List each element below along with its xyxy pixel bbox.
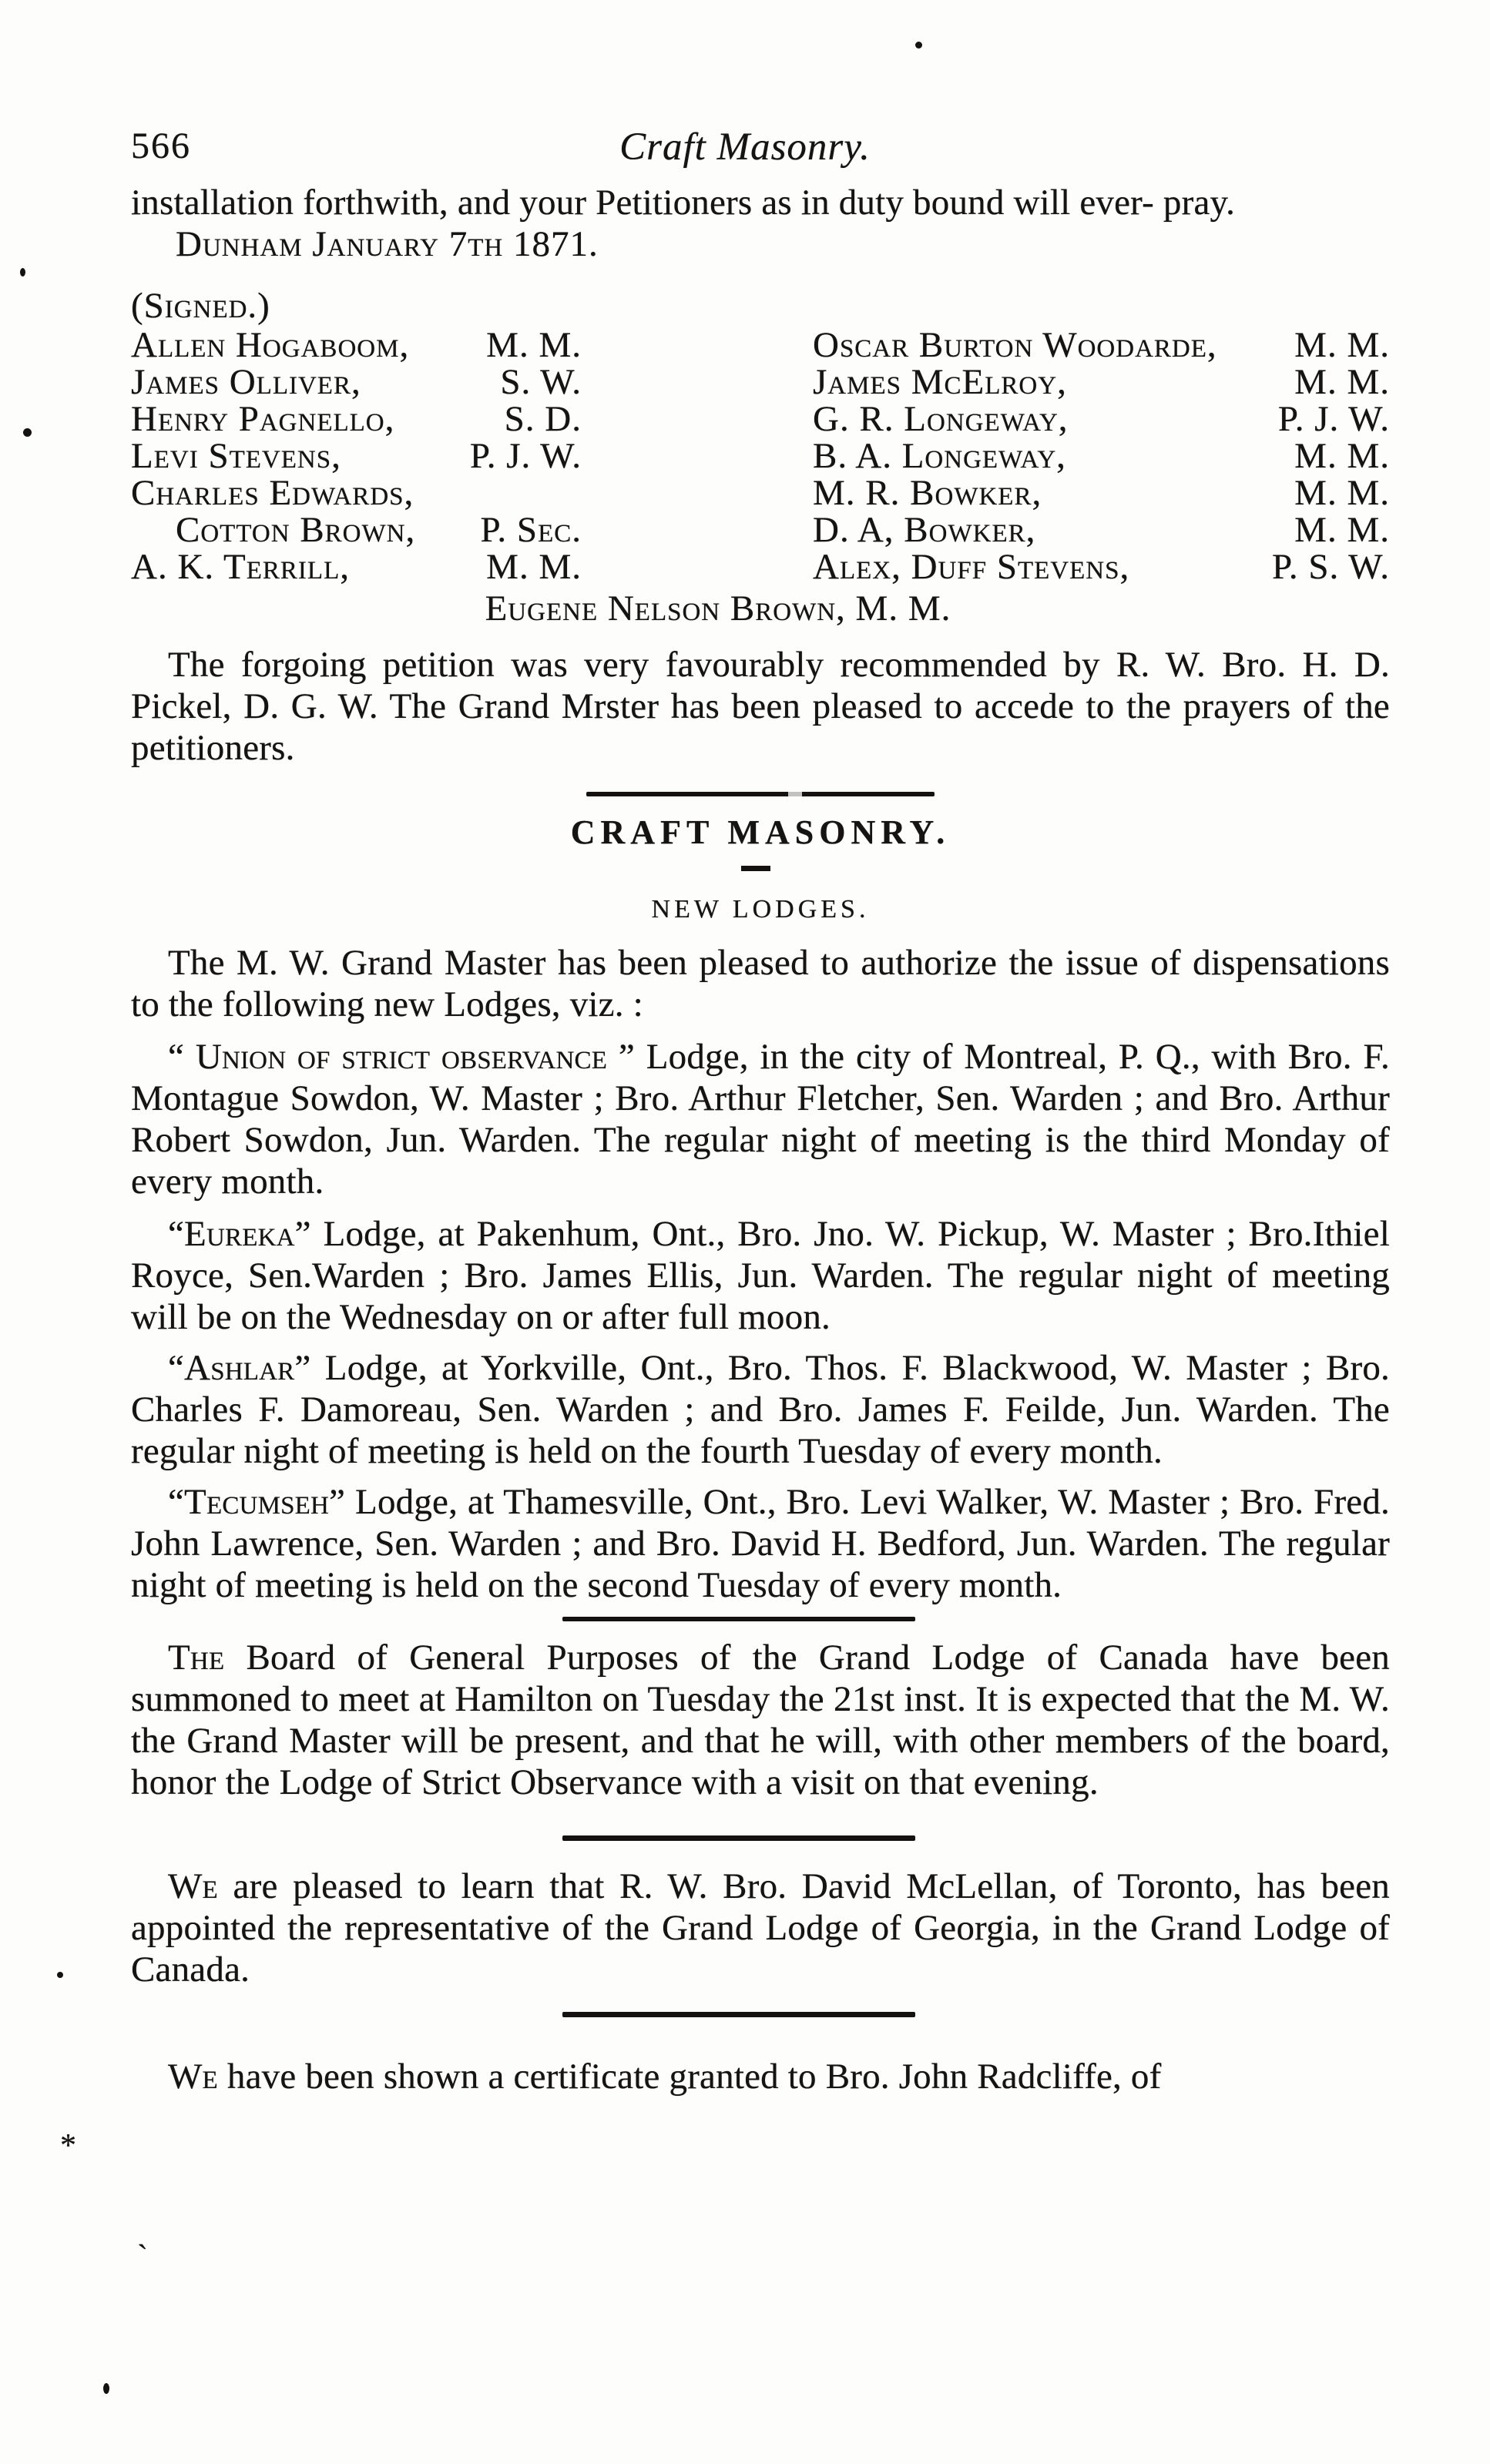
lodge-paragraph — [131, 1347, 1390, 1472]
notice-divider — [562, 1835, 915, 1841]
signature-row — [813, 437, 1390, 474]
signer-name: Charles Edwards, — [131, 473, 414, 513]
lodge-details: Lodge, at Pakenhum, Ont., Bro. Jno. W. Pickup, W. Master ; Bro.Ithiel Royce, Sen.Warden ; Bro. James Ellis, Jun. Warden. The regular night of meeting will be on the Wednesday on or after full moon. — [131, 1214, 1390, 1337]
signer-office: M. M. — [486, 325, 582, 365]
lodge-name: “Eureka” — [168, 1214, 311, 1254]
signature-row — [131, 548, 582, 585]
signature-row — [131, 511, 582, 548]
page-number: 566 — [131, 126, 191, 166]
signatures-left-column — [131, 327, 582, 585]
signature-row — [131, 327, 582, 364]
signer-office: P. J. W. — [469, 436, 582, 476]
signer-office: M. M. — [486, 547, 582, 587]
signed-label: (Signed.) — [131, 286, 270, 326]
signature-row — [813, 327, 1390, 364]
lodge-name: “ Union of strict observance ” — [168, 1037, 635, 1077]
signature-row — [813, 474, 1390, 511]
notice-paragraph — [131, 1866, 1390, 1990]
signer-name: G. R. Longeway, — [813, 399, 1069, 439]
signer-name: Alex, Duff Stevens, — [813, 547, 1130, 587]
signer-name: James Olliver, — [131, 362, 361, 402]
signature-row — [813, 401, 1390, 437]
signer-office: M. M. — [1294, 510, 1390, 550]
signer-name: B. A. Longeway, — [813, 436, 1066, 476]
signer-name: Oscar Burton Woodarde, — [813, 325, 1217, 365]
notice-text: Board of General Purposes of the Grand Lodge of Canada have been summoned to meet at Hamilton on Tuesday the 21st inst. It is expected that the M. W. the Grand Master will be present, and that he will, with other members of the board, honor the Lodge of Strict Observance with a visit on that evening. — [131, 1638, 1390, 1802]
lodge-name: “Ashlar” — [168, 1348, 311, 1388]
signer-name: Levi Stevens, — [131, 436, 341, 476]
signature-row — [131, 364, 582, 401]
scan-speck — [103, 2383, 109, 2394]
signature-row — [813, 548, 1390, 585]
signer-office: M. M. — [1294, 436, 1390, 476]
scan-speck — [915, 42, 922, 49]
section-title: CRAFT MASONRY. — [570, 813, 951, 851]
signer-office: M. M. — [1294, 473, 1390, 513]
signer-office: P. J. W. — [1277, 399, 1390, 439]
signature-row — [131, 474, 582, 511]
lodge-paragraph — [131, 1213, 1390, 1338]
final-signature: Eugene Nelson Brown, M. M. — [485, 588, 951, 629]
new-lodges-intro: The M. W. Grand Master has been pleased to authorize the issue of dispensations to the following new Lodges, viz. : — [131, 943, 1390, 1024]
notice-divider — [562, 1617, 915, 1621]
petition-dateline: Dunham January 7th 1871. — [176, 224, 599, 264]
running-title: Craft Masonry. — [619, 126, 871, 169]
signer-name: Allen Hogaboom, — [131, 325, 410, 365]
signer-office: P. Sec. — [480, 510, 582, 550]
lodge-paragraph — [131, 1481, 1390, 1606]
section-divider — [586, 792, 935, 796]
notice-paragraph — [131, 2056, 1390, 2097]
scan-speck — [23, 428, 32, 437]
lodge-name: “Tecumseh” — [168, 1482, 346, 1522]
signatures-right-column — [813, 327, 1390, 585]
notice-paragraph — [131, 1637, 1390, 1803]
scan-speck — [57, 1972, 63, 1978]
signer-name: D. A, Bowker, — [813, 510, 1036, 550]
signer-name: Cotton Brown, — [176, 510, 416, 550]
signatures-table — [131, 327, 1390, 585]
signature-row — [813, 511, 1390, 548]
signer-name: M. R. Bowker, — [813, 473, 1042, 513]
notice-lead: We — [168, 1866, 218, 1906]
recommendation-paragraph: The forgoing petition was very favourably recommended by R. W. Bro. H. D. Pickel, D. G. W. The Grand Mrster has been pleased to accede to the prayers of the petitioners. — [131, 645, 1390, 768]
signer-name: James McElroy, — [813, 362, 1067, 402]
signature-row — [131, 401, 582, 437]
notice-divider — [562, 2012, 915, 2017]
signer-name: A. K. Terrill, — [131, 547, 350, 587]
notice-text: have been shown a certificate granted to Bro. John Radcliffe, of — [227, 2057, 1162, 2097]
signer-name: Henry Pagnello, — [131, 399, 395, 439]
signature-row — [131, 437, 582, 474]
signature-row — [813, 364, 1390, 401]
page-header — [131, 125, 1390, 168]
notice-text: are pleased to learn that R. W. Bro. David McLellan, of Toronto, has been appointed the representative of the Grand Lodge of Georgia, in the Grand Lodge of Canada. — [131, 1866, 1390, 1990]
signer-office: P. S. W. — [1271, 547, 1390, 587]
notice-lead: We — [168, 2057, 218, 2097]
heading-dash — [741, 866, 770, 871]
signer-office: S. W. — [500, 362, 582, 402]
subsection-title: NEW LODGES. — [651, 895, 870, 924]
lodge-details: Lodge, in the city of Montreal, P. Q., with Bro. F. Montague Sowdon, W. Master ; Bro. Arthur Fletcher, Sen. Warden ; and Bro. Arthur Robert Sowdon, Jun. Warden. The regular night of meeting is the third Monday of every month. — [131, 1037, 1390, 1202]
signer-office: S. D. — [504, 399, 582, 439]
notice-lead: The — [168, 1638, 225, 1678]
scan-tick-mark: ` — [137, 2239, 148, 2275]
lodge-details: Lodge, at Thamesville, Ont., Bro. Levi Walker, W. Master ; Bro. Fred. John Lawrence, Sen. Warden ; and Bro. David H. Bedford, Jun. Warden. The regular night of meeting is held on the second Tuesday of every month. — [131, 1482, 1391, 1605]
lodge-paragraph — [131, 1036, 1390, 1202]
scan-speck — [20, 268, 25, 277]
signer-office: M. M. — [1294, 325, 1390, 365]
scan-asterisk-mark: * — [60, 2128, 76, 2164]
signer-office: M. M. — [1294, 362, 1390, 402]
lodge-details: Lodge, at Yorkville, Ont., Bro. Thos. F. Blackwood, W. Master ; Bro. Charles F. Damoreau, Sen. Warden ; and Bro. James F. Feilde, Jun. Warden. The regular night of meeting is held on the fourth Tuesday of every month. — [131, 1348, 1390, 1471]
petition-closing-paragraph: installation forthwith, and your Petitioners as in duty bound will ever- pray. — [131, 183, 1236, 223]
